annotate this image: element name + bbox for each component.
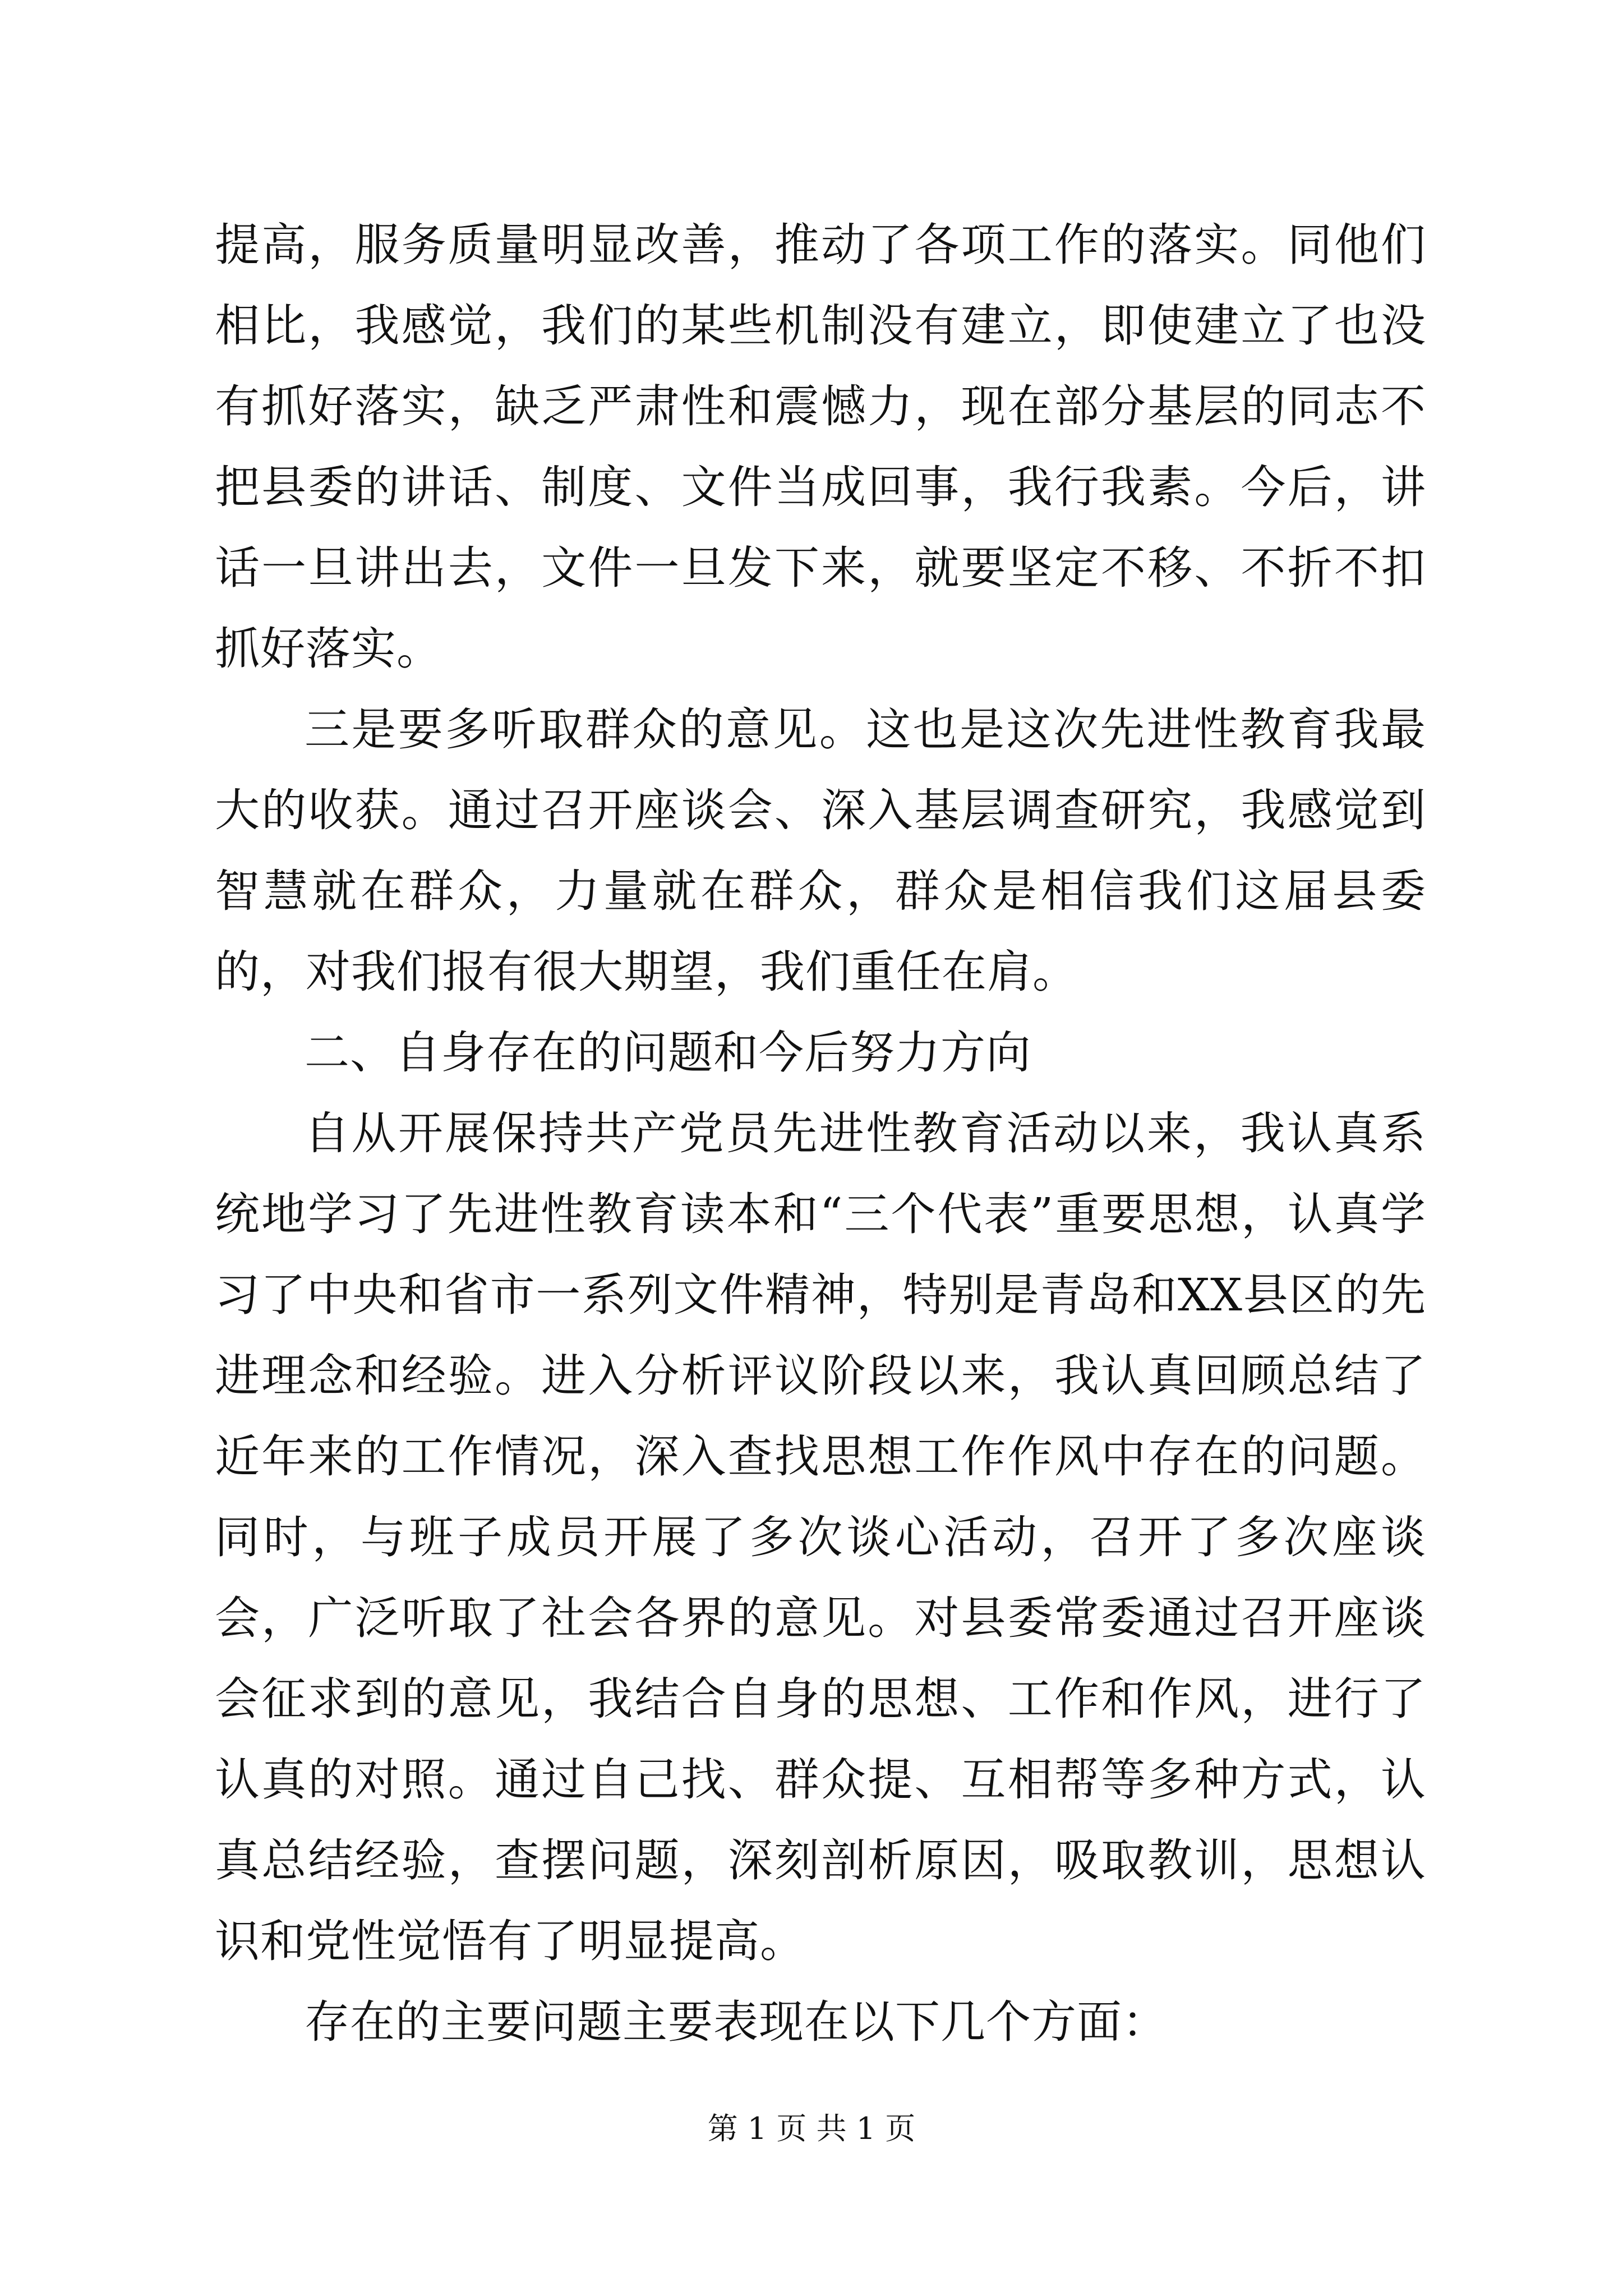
paragraph-4: 存在的主要问题主要表现在以下几个方面： xyxy=(305,1996,1168,2048)
section-heading: 二、自身存在的问题和今后努力方向 xyxy=(305,1027,1031,1079)
document-body xyxy=(215,205,1426,2063)
page-footer: 第 1 页 共 1 页 xyxy=(707,2111,916,2146)
paragraph-2: 三是要多听取群众的意见。这也是这次先进性教育我最大的收获。通过召开座谈会、深入基层调查研究，我感觉到智慧就在群众，力量就在群众，群众是相信我们这届县委的，对我们报有很大期望，我们重任在肩。 xyxy=(215,703,1426,998)
paragraph-1: 提高，服务质量明显改善，推动了各项工作的落实。同他们相比，我感觉，我们的某些机制没有建立，即使建立了也没有抓好落实，缺乏严肃性和震憾力，现在部分基层的同志不把县委的讲话、制度、文件当成回事，我行我素。今后，讲话一旦讲出去，文件一旦发下来，就要坚定不移、不折不扣抓好落实。 xyxy=(215,219,1426,675)
paragraph-3: 自从开展保持共产党员先进性教育活动以来，我认真系统地学习了先进性教育读本和“三个代表”重要思想，认真学习了中央和省市一系列文件精神，特别是青岛和XX县区的先进理念和经验。进入分析评议阶段以来，我认真回顾总结了近年来的工作情况，深入查找思想工作作风中存在的问题。同时，与班子成员开展了多次谈心活动，召开了多次座谈会，广泛听取了社会各界的意见。对县委常委通过召开座谈会征求到的意见，我结合自身的思想、工作和作风，进行了认真的对照。通过自己找、群众提、互相帮等多种方式，认真总结经验，查摆问题，深刻剖析原因，吸取教训，思想认识和党性觉悟有了明显提高。 xyxy=(215,1107,1426,1967)
